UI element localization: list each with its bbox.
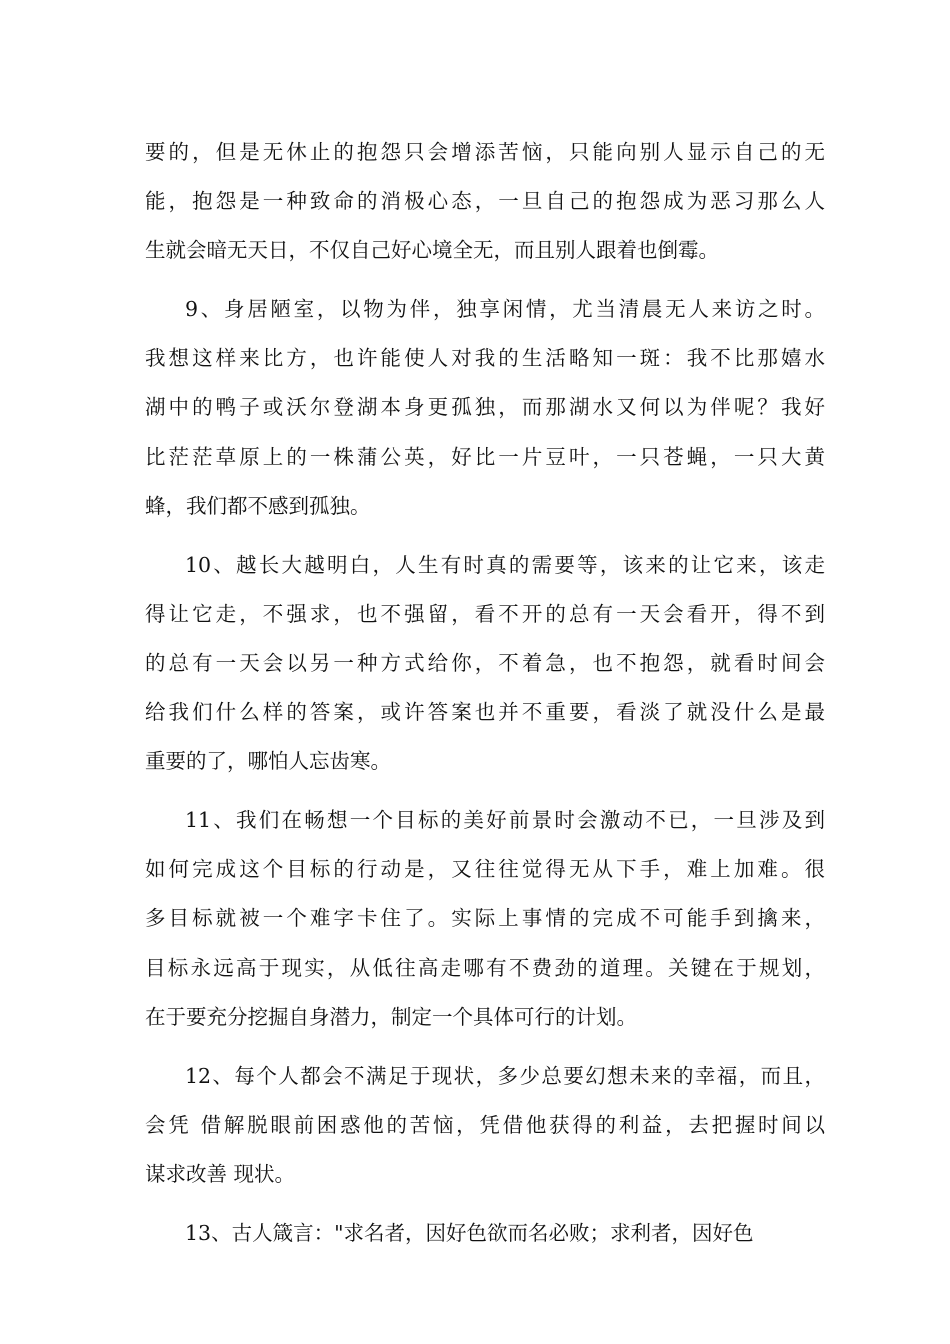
text-line: 谋求改善 现状。 bbox=[145, 1161, 296, 1186]
text-line: 比茫茫草原上的一株蒲公英，好比一片豆叶，一只苍蝇，一只大黄 bbox=[145, 444, 825, 469]
text-line: 10、越长大越明白，人生有时真的需要等，该来的让它来，该走 bbox=[185, 552, 825, 577]
text-line: 在于要充分挖掘自身潜力，制定一个具体可行的计划。 bbox=[145, 1004, 637, 1029]
paragraph bbox=[145, 1209, 825, 1258]
text-line: 如何完成这个目标的行动是，又往往觉得无从下手，难上加难。很 bbox=[145, 857, 825, 882]
text-line: 我想这样来比方，也许能使人对我的生活略知一斑：我不比那嬉水 bbox=[145, 346, 825, 371]
text-line: 13、古人箴言："求名者，因好色欲而名必败；求利者，因好色 bbox=[185, 1220, 754, 1245]
text-line: 得让它走，不强求，也不强留，看不开的总有一天会看开，得不到 bbox=[145, 601, 825, 626]
paragraph bbox=[145, 128, 825, 275]
paragraph bbox=[145, 1052, 825, 1199]
paragraph bbox=[145, 796, 825, 1041]
text-line: 重要的了，哪怕人忘齿寒。 bbox=[145, 749, 391, 774]
text-line: 9、身居陋室，以物为伴，独享闲情，尤当清晨无人来访之时。 bbox=[185, 297, 825, 322]
text-line: 蜂，我们都不感到孤独。 bbox=[145, 493, 371, 518]
text-line: 多目标就被一个难字卡住了。实际上事情的完成不可能手到擒来， bbox=[145, 906, 825, 931]
text-line: 湖中的鸭子或沃尔登湖本身更孤独，而那湖水又何以为伴呢？我好 bbox=[145, 395, 825, 420]
text-line: 目标永远高于现实，从低往高走哪有不费劲的道理。关键在于规划， bbox=[145, 955, 825, 980]
text-line: 12、每个人都会不满足于现状，多少总要幻想未来的幸福，而且， bbox=[185, 1063, 825, 1088]
text-line: 能，抱怨是一种致命的消极心态，一旦自己的抱怨成为恶习那么人 bbox=[145, 189, 825, 214]
text-line: 会凭 借解脱眼前困惑他的苦恼，凭借他获得的利益，去把握时间以 bbox=[145, 1112, 825, 1137]
text-line: 11、我们在畅想一个目标的美好前景时会激动不已，一旦涉及到 bbox=[185, 808, 825, 833]
paragraph bbox=[145, 541, 825, 786]
text-line: 给我们什么样的答案，或许答案也并不重要，看淡了就没什么是最 bbox=[145, 700, 825, 725]
paragraph bbox=[145, 285, 825, 530]
text-line: 生就会暗无天日，不仅自己好心境全无，而且别人跟着也倒霉。 bbox=[145, 238, 719, 263]
text-line: 的总有一天会以另一种方式给你，不着急，也不抱怨，就看时间会 bbox=[145, 650, 825, 675]
body-text bbox=[145, 128, 825, 1258]
text-line: 要的，但是无休止的抱怨只会增添苦恼，只能向别人显示自己的无 bbox=[145, 140, 825, 164]
